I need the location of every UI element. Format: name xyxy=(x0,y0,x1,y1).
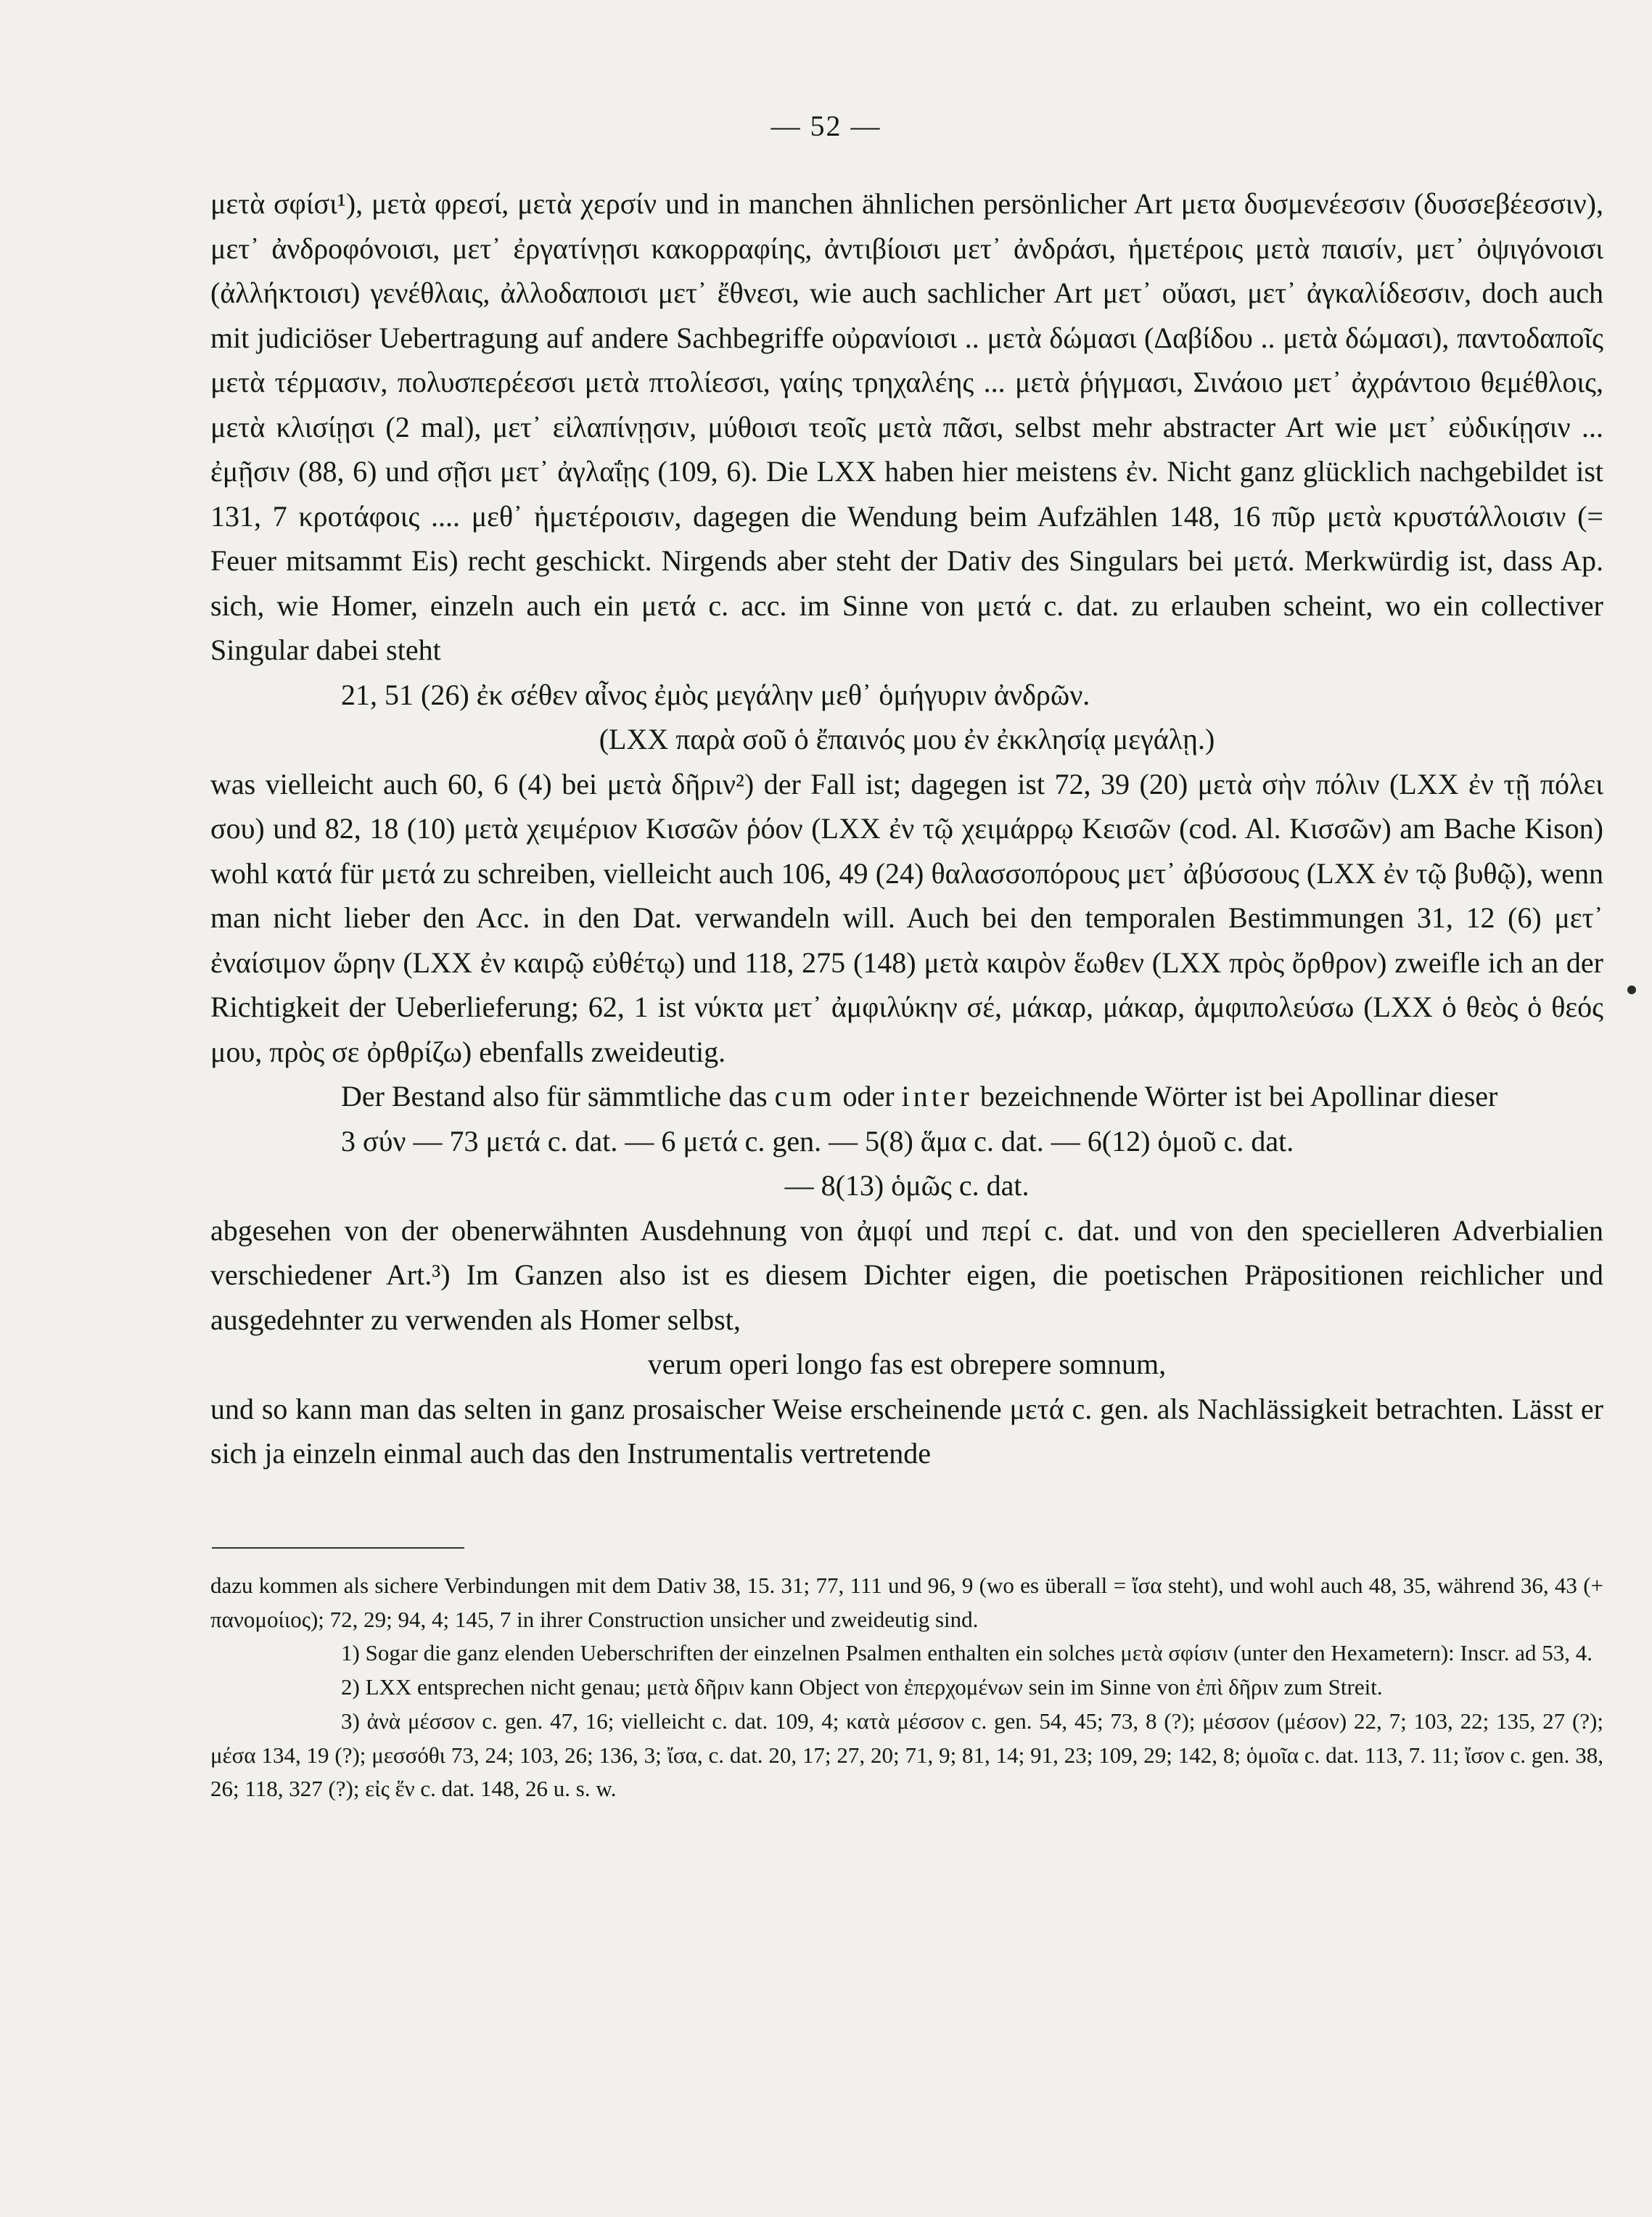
paragraph-5: und so kann man das selten in ganz prosaischer Weise erscheinende μετά c. gen. als Nachlässigkeit betrachten. Lässt er sich ja einzeln einmal auch das den Instrumentalis vertretende xyxy=(210,1392,1603,1470)
paragraph-1: μετὰ σφίσι¹), μετὰ φρεσί, μετὰ χερσίν und in manchen ähnlichen persönlicher Art μετα δυσμενέεσσιν (δυσσεβέεσσιν), μετ᾽ ἀνδροφόνοισι, μετ᾽ ἐργατίνῃσι κακορραφίης, ἀντιβίοισι μετ᾽ ἀνδράσι, ἡμετέροις μετὰ παισίν, μετ᾽ ὀψιγόνοισι (ἀλλήκτοισι) γενέθλαις, ἀλλοδαποισι μετ᾽ ἔθνεσι, wie auch sachlicher Art μετ᾽ οὔασι, μετ᾽ ἀγκαλίδεσσιν, doch auch mit judiciöser Uebertragung auf andere Sachbegriffe οὐρανίοισι .. μετὰ δώμασι (Δαβίδου .. μετὰ δώμασι), παντοδαποῖς μετὰ τέρμασιν, πολυσπερέεσσι μετὰ πτολίεσσι, γαίης τρηχαλέης ... μετὰ ῥήγμασι, Σινάοιο μετ᾽ ἀχράντοιο θεμέθλοις, μετὰ κλισίῃσι (2 mal), μετ᾽ εἰλαπίνῃσιν, μύθοισι τεοῖς μετὰ πᾶσι, selbst mehr abstracter Art wie μετ᾽ εὐδικίῃσιν ... ἐμῇσιν (88, 6) und σῇσι μετ᾽ ἀγλαΐῃς (109, 6). Die LXX haben hier meistens ἐν. Nicht ganz glücklich nachgebildet ist 131, 7 κροτάφοις .... μεθ᾽ ἡμετέροισιν, dagegen die Wendung beim Aufzählen 148, 16 πῦρ μετὰ κρυστάλλοισιν (= Feuer mitsammt Eis) recht geschickt. Nirgends aber steht der Dativ des Singulars bei μετά. Merkwürdig ist, dass Ap. sich, wie Homer, einzeln auch ein μετά c. acc. im Sinne von μετά c. dat. zu erlauben scheint, wo ein collectiver Singular dabei steht xyxy=(210,187,1603,666)
footnote-1: 1) Sogar die ganz elenden Ueberschriften der einzelnen Psalmen enthalten ein solches μετὰ σφίσιν (unter den Hexametern): Inscr. ad 53, 4. xyxy=(341,1640,1593,1666)
term-inter: inter xyxy=(901,1080,973,1112)
footnotes xyxy=(210,1569,1603,1806)
footnote-3: 3) ἀνὰ μέσσον c. gen. 47, 16; vielleicht c. dat. 109, 4; κατὰ μέσσον c. gen. 54, 45; 73, 8 (?); μέσσον (μέσον) 22, 7; 103, 22; 135, 27 (?); μέσα 134, 19 (?); μεσσόθι 73, 24; 103, 26; 136, 3; ἴσα, c. dat. 20, 17; 27, 20; 71, 9; 81, 14; 91, 23; 109, 29; 142, 8; ὁμοῖα c. dat. 113, 7. 11; ἴσον c. gen. 38, 26; 118, 327 (?); εἰς ἕν c. dat. 148, 26 u. s. w. xyxy=(210,1708,1603,1802)
footnote-2: 2) LXX entsprechen nicht genau; μετὰ δῆριν kann Object von ἐπερχομένων sein im Sinne von ἐπὶ δῆριν zum Streit. xyxy=(341,1674,1383,1700)
paragraph-2: was vielleicht auch 60, 6 (4) bei μετὰ δῆριν²) der Fall ist; dagegen ist 72, 39 (20) μετὰ σὴν πόλιν (LXX ἐν τῇ πόλει σου) und 82, 18 (10) μετὰ χειμέριον Κισσῶν ῥόον (LXX ἐν τῷ χειμάρρῳ Κεισῶν (cod. Al. Κισσῶν) am Bache Kison) wohl κατά für μετά zu schreiben, vielleicht auch 106, 49 (24) θαλασσοπόρους μετ᾽ ἀβύσσους (LXX ἐν τῷ βυθῷ), wenn man nicht lieber den Acc. in den Dat. verwandeln will. Auch bei den temporalen Bestimmungen 31, 12 (6) μετ᾽ ἐναίσιμον ὥρην (LXX ἐν καιρῷ εὐθέτῳ) und 118, 275 (148) μετὰ καιρὸν ἕωθεν (LXX πρὸς ὄρθρον) zweifle ich an der Richtigkeit der Ueberlieferung; 62, 1 ist νύκτα μετ᾽ ἀμφιλύκην σέ, μάκαρ, μάκαρ, ἀμφιπολεύσω (LXX ὁ θεὸς ὁ θεός μου, πρὸς σε ὀρθρίζω) ebenfalls zweideutig. xyxy=(210,767,1603,1068)
p3-text-c: bezeichnende Wörter ist bei Apollinar dieser xyxy=(979,1080,1498,1112)
margin-dot xyxy=(1627,985,1636,994)
footnote-rule xyxy=(212,1547,464,1549)
quote-line-1: 21, 51 (26) ἐκ σέθεν αἶνος ἐμὸς μεγάλην μεθ᾽ ὁμήγυριν ἀνδρῶν. xyxy=(341,678,1090,711)
p3-text-b: oder xyxy=(842,1080,895,1112)
quote-line-2: (LXX παρὰ σοῦ ὁ ἔπαινός μου ἐν ἐκκλησίᾳ μεγάλῃ.) xyxy=(599,723,1215,755)
term-cum: cum xyxy=(774,1080,836,1112)
main-text xyxy=(210,181,1603,1476)
page-number: — 52 — xyxy=(770,110,882,142)
paragraph-4: abgesehen von der obenerwähnten Ausdehnung von ἀμφί und περί c. dat. und von den specielleren Adverbialien verschiedener Art.³) Im Ganzen also ist es diesem Dichter eigen, die poetischen Präpositionen reichlicher und ausgedehnter zu verwenden als Homer selbst, xyxy=(210,1213,1603,1336)
list-line-1: 3 σύν — 73 μετά c. dat. — 6 μετά c. gen. — 5(8) ἅμα c. dat. — 6(12) ὁμοῦ c. dat. xyxy=(341,1124,1294,1157)
latin-quote: verum operi longo fas est obrepere somnum, xyxy=(647,1348,1167,1380)
p3-text-a: Der Bestand also für sämmtliche das xyxy=(341,1080,768,1112)
paragraph-3 xyxy=(210,1074,1603,1119)
list-line-2: — 8(13) ὁμῶς c. dat. xyxy=(784,1169,1030,1202)
footnote-continuation: dazu kommen als sichere Verbindungen mit dem Dativ 38, 15. 31; 77, 111 und 96, 9 (wo es überall = ἴσα steht), und wohl auch 48, 35, während 36, 43 (+ πανομοίιος); 72, 29; 94, 4; 145, 7 in ihrer Construction unsicher und zweideutig sind. xyxy=(210,1573,1603,1632)
